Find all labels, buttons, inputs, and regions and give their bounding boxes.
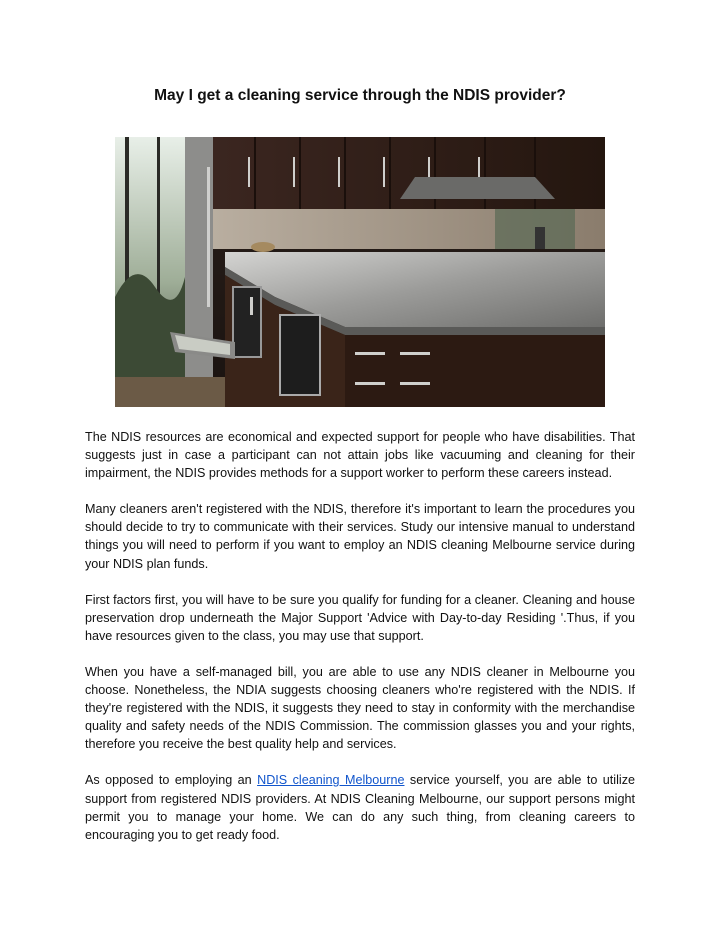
paragraph: First factors first, you will have to be sure you qualify for funding for a cleaner. Cleaning and house preservation drop underneath the Major Support 'Advice with Day-to-day Residing '.Thus, if you have resources given to the class, you may use that support. [85, 592, 635, 643]
ndis-cleaning-link[interactable]: NDIS cleaning Melbourne [257, 773, 405, 788]
paragraph-text: As opposed to employing an [85, 773, 258, 788]
article-body [85, 428, 635, 862]
paragraph-text: service yourself, you are able to utilize support from registered NDIS providers. At NDIS Cleaning Melbourne, our support persons might permit you to manage your home. We can do any such thing, from cleaning careers to encouraging you to get ready food. [85, 773, 635, 842]
kitchen-photo [115, 137, 605, 407]
paragraph: When you have a self-managed bill, you are able to use any NDIS cleaner in Melbourne you choose. Nonetheless, the NDIA suggests choosing cleaners who're registered with the NDIS. If they're registered with the NDIS, it suggests they need to stay in conformity with the merchandise quality and safety needs of the NDIS Commission. The commission glasses you and your rights, therefore you receive the best quality help and services. [85, 664, 635, 752]
paragraph: Many cleaners aren't registered with the NDIS, therefore it's important to learn the procedures you should decide to try to communicate with their services. Study our intensive manual to understand things you will need to perform if you want to employ an NDIS cleaning Melbourne service during your NDIS plan funds. [85, 502, 635, 571]
paragraph: The NDIS resources are economical and expected support for people who have disabilities. That suggests just in case a participant can not attain jobs like vacuuming and cleaning for their impairment, the NDIS provides methods for a support worker to perform these careers instead. [85, 430, 635, 481]
page-title: May I get a cleaning service through the NDIS provider? [154, 87, 566, 104]
paragraph [85, 771, 635, 843]
